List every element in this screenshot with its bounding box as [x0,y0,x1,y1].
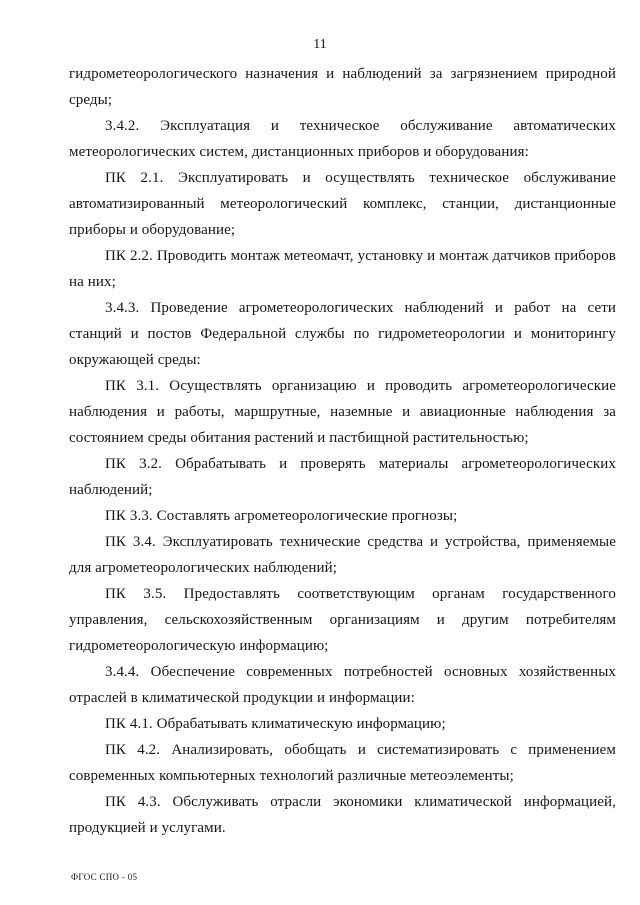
page-number: 11 [313,37,327,52]
competence-3-4: ПК 3.4. Эксплуатировать технические средства и устройства, применяемые для агрометеорологических наблюдений; [69,534,616,576]
competence-3-3: ПК 3.3. Составлять агрометеорологические прогнозы; [105,508,458,524]
competence-4-3: ПК 4.3. Обслуживать отрасли экономики климатической информацией, продукцией и услугами. [69,794,616,836]
footer-standard-code: ФГОС СПО - 05 [71,872,138,882]
competence-2-2: ПК 2.2. Проводить монтаж метеомачт, установку и монтаж датчиков приборов на них; [69,248,616,290]
section-3-4-3: 3.4.3. Проведение агрометеорологических наблюдений и работ на сети станций и постов Федеральной службы по гидрометеорологии и мониторингу окружающей среды: [69,300,616,368]
document-body [69,61,616,841]
competence-4-2: ПК 4.2. Анализировать, обобщать и систематизировать с применением современных компьютерных технологий различные метеоэлементы; [69,742,616,784]
competence-3-5: ПК 3.5. Предоставлять соответствующим органам государственного управления, сельскохозяйственным организациям и другим потребителям гидрометеорологическую информацию; [69,586,616,654]
section-3-4-4: 3.4.4. Обеспечение современных потребностей основных хозяйственных отраслей в климатической продукции и информации: [69,664,616,706]
competence-2-1: ПК 2.1. Эксплуатировать и осуществлять техническое обслуживание автоматизированный метеорологический комплекс, станции, дистанционные приборы и оборудование; [69,170,616,238]
competence-3-1: ПК 3.1. Осуществлять организацию и проводить агрометеорологические наблюдения и работы, маршрутные, наземные и авиационные наблюдения за состоянием среды обитания растений и пастбищной растительностью; [69,378,616,446]
paragraph-continuation: гидрометеорологического назначения и наблюдений за загрязнением природной среды; [69,66,616,108]
competence-3-2: ПК 3.2. Обрабатывать и проверять материалы агрометеорологических наблюдений; [69,456,616,498]
competence-4-1: ПК 4.1. Обрабатывать климатическую информацию; [105,716,446,732]
section-3-4-2: 3.4.2. Эксплуатация и техническое обслуживание автоматических метеорологических систем, дистанционных приборов и оборудования: [69,118,616,160]
